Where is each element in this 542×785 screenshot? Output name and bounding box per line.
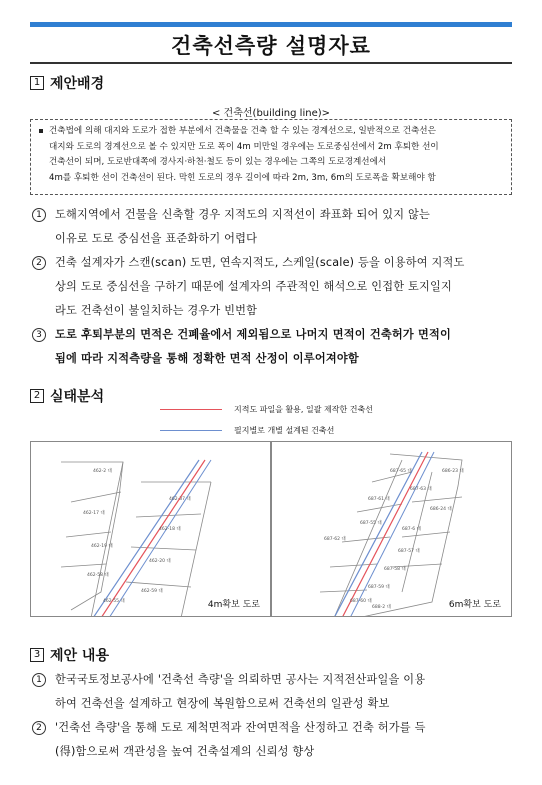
parcel-label: 687-58 대 <box>384 567 406 572</box>
item-line: 됨에 따라 지적측량을 통해 정확한 면적 산정이 이루어져야함 <box>55 352 359 365</box>
item-line: '건축선 측량'을 통해 도로 제척면적과 잔여면적을 산정하고 건축 허가를 득 <box>55 721 426 734</box>
item-line: 상의 도로 중심선을 구하기 때문에 설계자의 주관적인 해석으로 인접한 토지일지 <box>55 280 453 293</box>
item-line: (得)함으로써 객관성을 높여 건축설계의 신뢰성 향상 <box>55 745 315 758</box>
map-legend <box>160 402 512 442</box>
parcel-label: 462-19 대 <box>91 544 113 549</box>
circled-number: 3 <box>32 328 46 342</box>
parcel-label: 462-20 대 <box>149 559 171 564</box>
parcel-boundary <box>126 582 191 587</box>
parcel-label: 688-2 대 <box>372 605 391 610</box>
section-heading-analysis <box>30 386 104 406</box>
section-number: 1 <box>30 76 44 90</box>
map-6m-drawing <box>272 442 512 617</box>
parcel-label: 686-23 대 <box>442 469 464 474</box>
bullet-icon <box>39 129 43 133</box>
circled-number: 1 <box>32 208 46 222</box>
circled-number: 2 <box>32 721 46 735</box>
definition-line-2: 대지와 도로의 경계선으로 볼 수 있지만 도로 폭이 4m 미만일 경우에는 도로중심선에서 2m 후퇴한 선이 <box>49 141 439 152</box>
section-heading-background <box>30 73 104 93</box>
item-line: 한국국토정보공사에 '건축선 측량'을 의뢰하면 공사는 지적전산파일을 이용 <box>55 673 426 686</box>
title-top-bar <box>30 22 512 27</box>
item-line: 건축 설계자가 스캔(scan) 도면, 연속지적도, 스케일(scale) 등을 이용하여 지적도 <box>55 256 465 269</box>
definition-caption: < 건축선(building line)> <box>212 108 330 119</box>
item-line: 도로 후퇴부분의 면적은 건폐율에서 제외됨으로 나머지 면적이 건축허가 면적이 <box>55 328 451 341</box>
parcel-label: 686-24 대 <box>430 507 452 512</box>
parcel-boundary <box>66 532 111 537</box>
parcel-label: 462-18 대 <box>159 527 181 532</box>
parcel-label: 462-59 대 <box>141 589 163 594</box>
definition-line-1: 건축법에 의해 대지와 도로가 접한 부분에서 건축물을 건축 할 수 있는 경계선으로, 일반적으로 건축선은 <box>39 124 503 140</box>
circled-number: 1 <box>32 673 46 687</box>
page-title: 건축선측량 설명자료 <box>171 34 371 58</box>
proposal-list <box>32 668 512 764</box>
list-item <box>32 668 512 716</box>
circled-number: 2 <box>32 256 46 270</box>
parcel-label: 687-62 대 <box>324 537 346 542</box>
designed-building-line <box>334 452 422 617</box>
legend-label: 지적도 파일을 활용, 일괄 제작한 건축선 <box>234 405 373 414</box>
parcel-label: 462-55 대 <box>103 599 125 604</box>
item-line: 하여 건축선을 설계하고 현장에 복원함으로써 건축선의 일관성 확보 <box>55 697 390 710</box>
map-4m-drawing <box>31 442 271 617</box>
item-line: 도해지역에서 건물을 신축할 경우 지적도의 지적선이 좌표화 되어 있지 않는 <box>55 208 431 221</box>
definition-line-4: 4m를 후퇴한 선이 건축선이 된다. 막힌 도로의 경우 길이에 따라 2m, 3m, 6m의 도로폭을 확보해야 함 <box>49 172 436 183</box>
parcel-label: 687-6 대 <box>402 527 421 532</box>
parcel-label: 687-65 대 <box>390 469 412 474</box>
list-item <box>32 716 512 764</box>
section-number: 2 <box>30 389 44 403</box>
parcel-boundary <box>320 590 367 592</box>
parcel-boundary <box>362 454 462 617</box>
parcel-label: 462-17 대 <box>83 511 105 516</box>
section-title: 실태분석 <box>50 389 105 405</box>
map-4m-road <box>30 441 271 617</box>
item-line: 이유로 도로 중심선을 표준화하기 어렵다 <box>55 232 258 245</box>
definition-line-3: 건축선이 되며, 도로반대쪽에 경사지·하천·철도 등이 있는 경우에는 그쪽의 도로경계선에서 <box>49 157 387 167</box>
map-caption-4m: 4m확보 도로 <box>208 597 260 610</box>
parcel-label: 462-2 대 <box>93 469 112 474</box>
parcel-boundary <box>61 564 106 567</box>
parcel-label: 687-60 대 <box>350 599 372 604</box>
legend-label: 필지별로 개별 설계된 건축선 <box>234 426 335 435</box>
parcel-label: 687-63 대 <box>410 487 432 492</box>
cadastral-building-line <box>342 452 428 617</box>
section-number: 3 <box>30 648 44 662</box>
section-title: 제안 내용 <box>50 648 109 664</box>
list-item <box>32 203 512 251</box>
parcel-boundary <box>402 532 450 537</box>
parcel-boundary <box>357 504 402 512</box>
blue-line-swatch <box>160 430 222 431</box>
parcel-label: 687-61 대 <box>368 497 390 502</box>
definition-box <box>30 119 512 195</box>
list-item <box>32 251 512 323</box>
parcel-label: 462-58 대 <box>87 573 109 578</box>
background-list <box>32 203 512 371</box>
map-caption-6m: 6m확보 도로 <box>449 597 501 610</box>
section-title: 제안배경 <box>50 76 105 92</box>
list-item <box>32 323 512 371</box>
red-line-swatch <box>160 409 222 410</box>
section-heading-proposal <box>30 645 109 665</box>
parcel-label: 462-37 대 <box>169 497 191 502</box>
title-underline <box>30 62 512 64</box>
parcel-boundary <box>71 492 121 502</box>
parcel-label: 687-55 대 <box>360 521 382 526</box>
parcel-label: 687-57 대 <box>398 549 420 554</box>
parcel-label: 687-59 대 <box>368 585 390 590</box>
item-line: 라도 건축선이 불일치하는 경우가 빈번함 <box>55 304 258 317</box>
parcel-boundary <box>91 462 123 617</box>
map-6m-road <box>271 441 512 617</box>
legend-item-blue <box>160 425 334 436</box>
legend-item-red <box>160 404 373 415</box>
